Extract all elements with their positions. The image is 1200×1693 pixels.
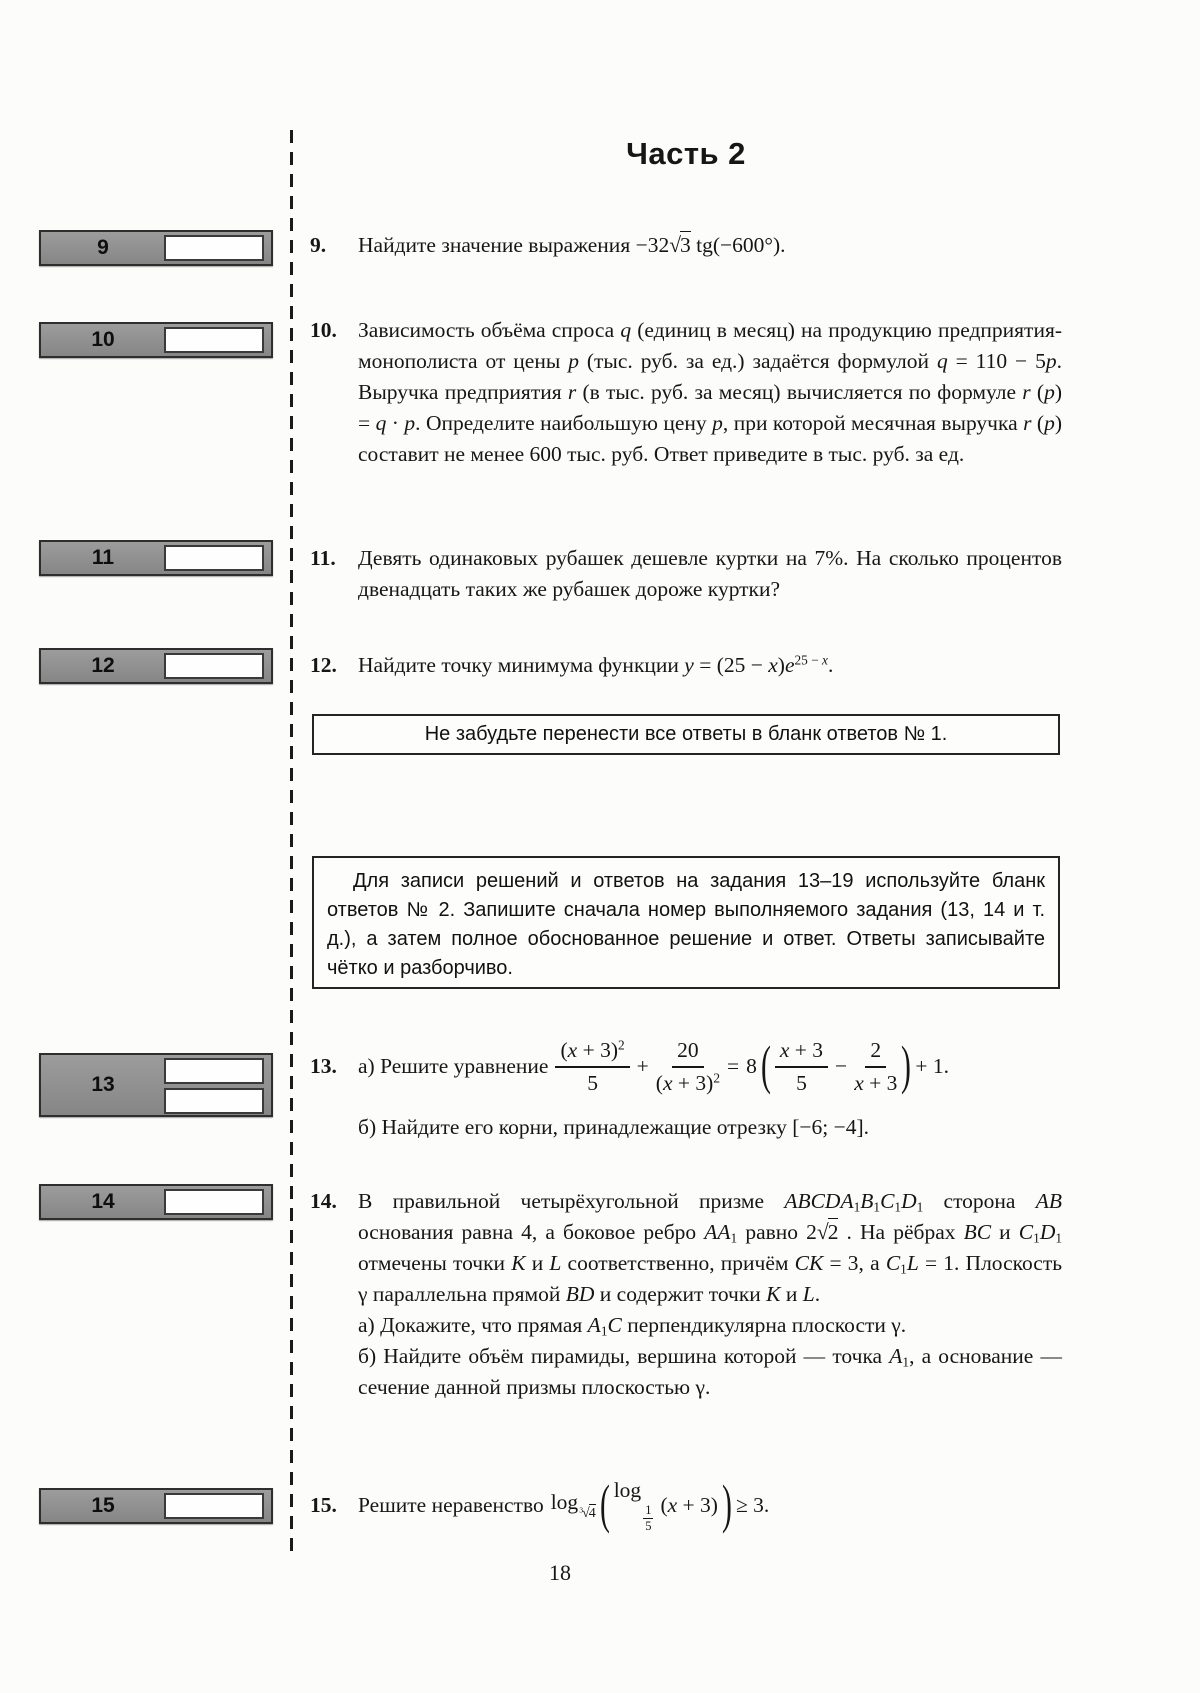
answer-box-15 bbox=[39, 1488, 273, 1524]
answer-box-label: 9 bbox=[97, 236, 109, 259]
answer-field-9[interactable] bbox=[164, 235, 264, 261]
part-title: Часть 2 bbox=[626, 136, 746, 171]
answer-box-11 bbox=[39, 540, 273, 576]
problem-14-main: В правильной четырёхугольной призме ABCDA1B1C1D1 сторона AB основания равна 4, а боковое ребро AA1 равно 2√2 . На рёбрах BC и C1D1 отмечены точки K и L соответственно, причём CK = 3, а C1L = 1. Плоскость γ параллельна прямой BD и содержит точки K и L. bbox=[358, 1189, 1063, 1306]
minus-operator: − bbox=[835, 1054, 848, 1079]
page-number: 18 bbox=[549, 1560, 571, 1585]
fraction: $\frac{x + 3}{5}$ bbox=[775, 1038, 828, 1095]
problem-14-part-b: б) Найдите объём пирамиды, вершина которой — точка A1, а основание — сечение данной призмы плоскостью γ. bbox=[358, 1344, 1062, 1399]
problem-number: 12. bbox=[310, 653, 337, 677]
answer-box-10 bbox=[39, 322, 273, 358]
answer-box-label: 11 bbox=[91, 546, 115, 569]
answer-box-label: 10 bbox=[91, 328, 115, 351]
log-base-cuberoot-4: $^3$√4 bbox=[579, 1505, 596, 1521]
task-lead: Решите неравенство bbox=[358, 1493, 544, 1518]
problem-14-part-a: а) Докажите, что прямая A1C перпендикулярна плоскости γ. bbox=[358, 1313, 907, 1339]
problem-number: 9. bbox=[310, 233, 327, 257]
notice-answer-sheet-2: Для записи решений и ответов на задания 13–19 используйте бланк ответов № 2. Запишите сначала номер выполняемого задания (13, 14 и т. д.), а затем полное обоснованное решение и ответ. Ответы записывайте чётко и разборчиво. bbox=[312, 856, 1060, 989]
problem-text: Найдите значение выражения −32√3 tg(−600°). bbox=[358, 233, 786, 257]
answer-box-label: 14 bbox=[91, 1190, 115, 1213]
problem-number: 13. bbox=[310, 1054, 337, 1079]
problem-number-spacer bbox=[310, 1112, 358, 1143]
inequality-tail: ≥ 3. bbox=[735, 1493, 770, 1518]
answer-field-15[interactable] bbox=[164, 1493, 264, 1519]
answer-field-13b[interactable] bbox=[164, 1088, 264, 1114]
answer-box-14 bbox=[39, 1184, 273, 1220]
answer-field-11[interactable] bbox=[164, 545, 264, 571]
problem-15 bbox=[310, 1473, 1062, 1534]
answer-box-label: 12 bbox=[91, 654, 115, 677]
answer-box-label: 13 bbox=[91, 1073, 115, 1096]
outer-log: $\log^3√4$ bbox=[550, 1489, 596, 1521]
answer-field-12[interactable] bbox=[164, 653, 264, 679]
problem-12 bbox=[310, 650, 1062, 681]
dashed-column-divider bbox=[290, 130, 293, 1556]
answer-field-13a[interactable] bbox=[164, 1058, 264, 1084]
problem-text: Девять одинаковых рубашек дешевле куртки на 7%. На сколько процентов двенадцать таких же рубашек дороже куртки? bbox=[358, 546, 1062, 601]
inequality-15: Решите неравенство $\log^3√4$ ( log $\frac{1}{5}$ (x + 3) ) ≥ 3. bbox=[358, 1473, 770, 1534]
problem-text: Найдите точку минимума функции $y = (25 - x)e^{25 -}$ $^x$. bbox=[358, 652, 834, 677]
main-content-column bbox=[310, 0, 1062, 1693]
answer-box-9 bbox=[39, 230, 273, 266]
problem-text: Зависимость объёма спроса q (единиц в месяц) на продукцию предприятия-монополиста от цены p (тыс. руб. за ед.) задаётся формулой q = 110 − 5p. Выручка предприятия r (в тыс. руб. за месяц) вычисляется по формуле r (p) = q · p. Определите наибольшую цену p, при которой месячная выручка r (p) составит не менее 600 тыс. руб. Ответ приведите в тыс. руб. за ед. bbox=[358, 318, 1063, 466]
problem-text bbox=[358, 1186, 1062, 1403]
inner-log: log $\frac{1}{5}$ bbox=[613, 1478, 652, 1534]
problem-number: 15. bbox=[310, 1493, 337, 1518]
problem-9 bbox=[310, 228, 1062, 262]
answer-field-14[interactable] bbox=[164, 1189, 264, 1215]
task-a-label: а) Решите уравнение bbox=[358, 1054, 549, 1079]
answer-box-12 bbox=[39, 648, 273, 684]
fraction: $\frac{2}{x + 3}$ bbox=[854, 1038, 898, 1095]
answer-box-label: 15 bbox=[91, 1494, 115, 1517]
problem-number: 10. bbox=[310, 318, 337, 342]
fraction: $\frac{20}{(x + 3)^2}$ bbox=[655, 1038, 720, 1095]
equation-tail: + 1. bbox=[915, 1054, 949, 1079]
equation-13a: а) Решите уравнение $\frac{(x + 3)^2}{5}$ + $\frac{20}{(x + 3)^2}$ = 8 ( $\frac{x + 3}{5}$ − $\frac{2}{x + 3}$ ) + 1. bbox=[358, 1034, 949, 1095]
coefficient: 8 bbox=[746, 1054, 757, 1079]
problem-number: 14. bbox=[310, 1189, 337, 1213]
fraction: $\frac{(x + 3)^2}{5}$ bbox=[555, 1038, 629, 1095]
answer-box-13 bbox=[39, 1053, 273, 1117]
problem-13 bbox=[310, 1034, 1062, 1095]
problem-13b bbox=[310, 1112, 1062, 1143]
problem-14 bbox=[310, 1186, 1062, 1403]
plus-operator: + bbox=[636, 1054, 649, 1079]
answer-field-10[interactable] bbox=[164, 327, 264, 353]
notice-transfer-answers bbox=[312, 714, 1060, 755]
notice-text: Не забудьте перенести все ответы в бланк ответов № 1. bbox=[424, 723, 948, 745]
problem-10 bbox=[310, 315, 1062, 470]
problem-text: б) Найдите его корни, принадлежащие отрезку [−6; −4]. bbox=[358, 1115, 870, 1139]
problem-11 bbox=[310, 543, 1062, 605]
problem-number: 11. bbox=[310, 546, 336, 570]
log-argument: (x + 3) bbox=[660, 1493, 718, 1518]
log-base-one-fifth: $\frac{1}{5}$ bbox=[645, 1503, 652, 1534]
equals-sign: = bbox=[726, 1054, 740, 1079]
